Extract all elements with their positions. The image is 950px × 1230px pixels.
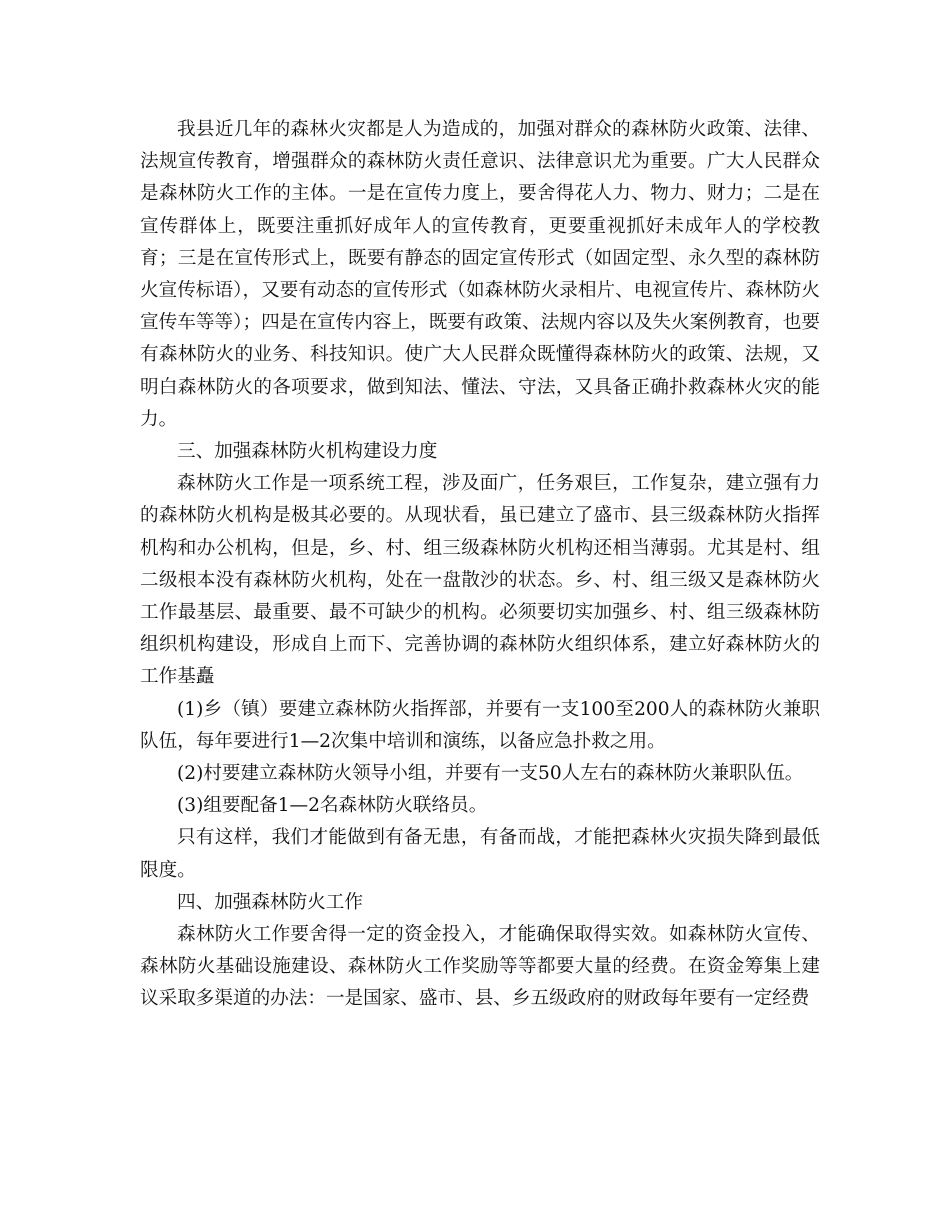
document-page bbox=[140, 114, 820, 1016]
paragraph-funding: 森林防火工作要舍得一定的资金投入，才能确保取得实效。如森林防火宣传、森林防火基础设施建设、森林防火工作奖励等等都要大量的经费。在资金筹集上建议采取多渠道的办法：一是国家、盛市、县、乡五级政府的财政每年要有一定经费 bbox=[140, 924, 820, 1010]
section-heading-4: 四、加强森林防火工作 bbox=[177, 891, 363, 913]
paragraph-conclusion: 只有这样，我们才能做到有备无患，有备而战，才能把森林火灾损失降到最低限度。 bbox=[140, 827, 820, 881]
list-item-village: (2)村要建立森林防火领导小组，并要有一支50人左右的森林防火兼职队伍。 bbox=[177, 763, 804, 785]
list-item-group: (3)组要配备1—2名森林防火联络员。 bbox=[177, 795, 488, 817]
section-heading-3: 三、加强森林防火机构建设力度 bbox=[177, 441, 438, 463]
paragraph-organization: 森林防火工作是一项系统工程，涉及面广，任务艰巨，工作复杂，建立强有力的森林防火机构是极其必要的。从现状看，虽已建立了盛市、县三级森林防火指挥机构和办公机构，但是，乡、村、组三级森林防火机构还相当薄弱。尤其是村、组二级根本没有森林防火机构，处在一盘散沙的状态。乡、村、组三级又是森林防火工作最基层、最重要、最不可缺少的机构。必须要切实加强乡、村、组三级森林防组织机构建设，形成自上而下、完善协调的森林防火组织体系，建立好森林防火的工作基矗 bbox=[140, 473, 820, 688]
paragraph-publicity: 我县近几年的森林火灾都是人为造成的，加强对群众的森林防火政策、法律、法规宣传教育，增强群众的森林防火责任意识、法律意识尤为重要。广大人民群众是森林防火工作的主体。一是在宣传力度上，要舍得花人力、物力、财力；二是在宣传群体上，既要注重抓好成年人的宣传教育，更要重视抓好未成年人的学校教育；三是在宣传形式上，既要有静态的固定宣传形式（如固定型、永久型的森林防火宣传标语），又要有动态的宣传形式（如森林防火录相片、电视宣传片、森林防火宣传车等等）；四是在宣传内容上，既要有政策、法规内容以及失火案例教育，也要有森林防火的业务、科技知识。使广大人民群众既懂得森林防火的政策、法规，又明白森林防火的各项要求，做到知法、懂法、守法，又具备正确扑救森林火灾的能力。 bbox=[140, 119, 820, 430]
list-item-township: (1)乡（镇）要建立森林防火指挥部，并要有一支100至200人的森林防火兼职队伍，每年要进行1—2次集中培训和演练，以备应急扑救之用。 bbox=[140, 698, 820, 752]
